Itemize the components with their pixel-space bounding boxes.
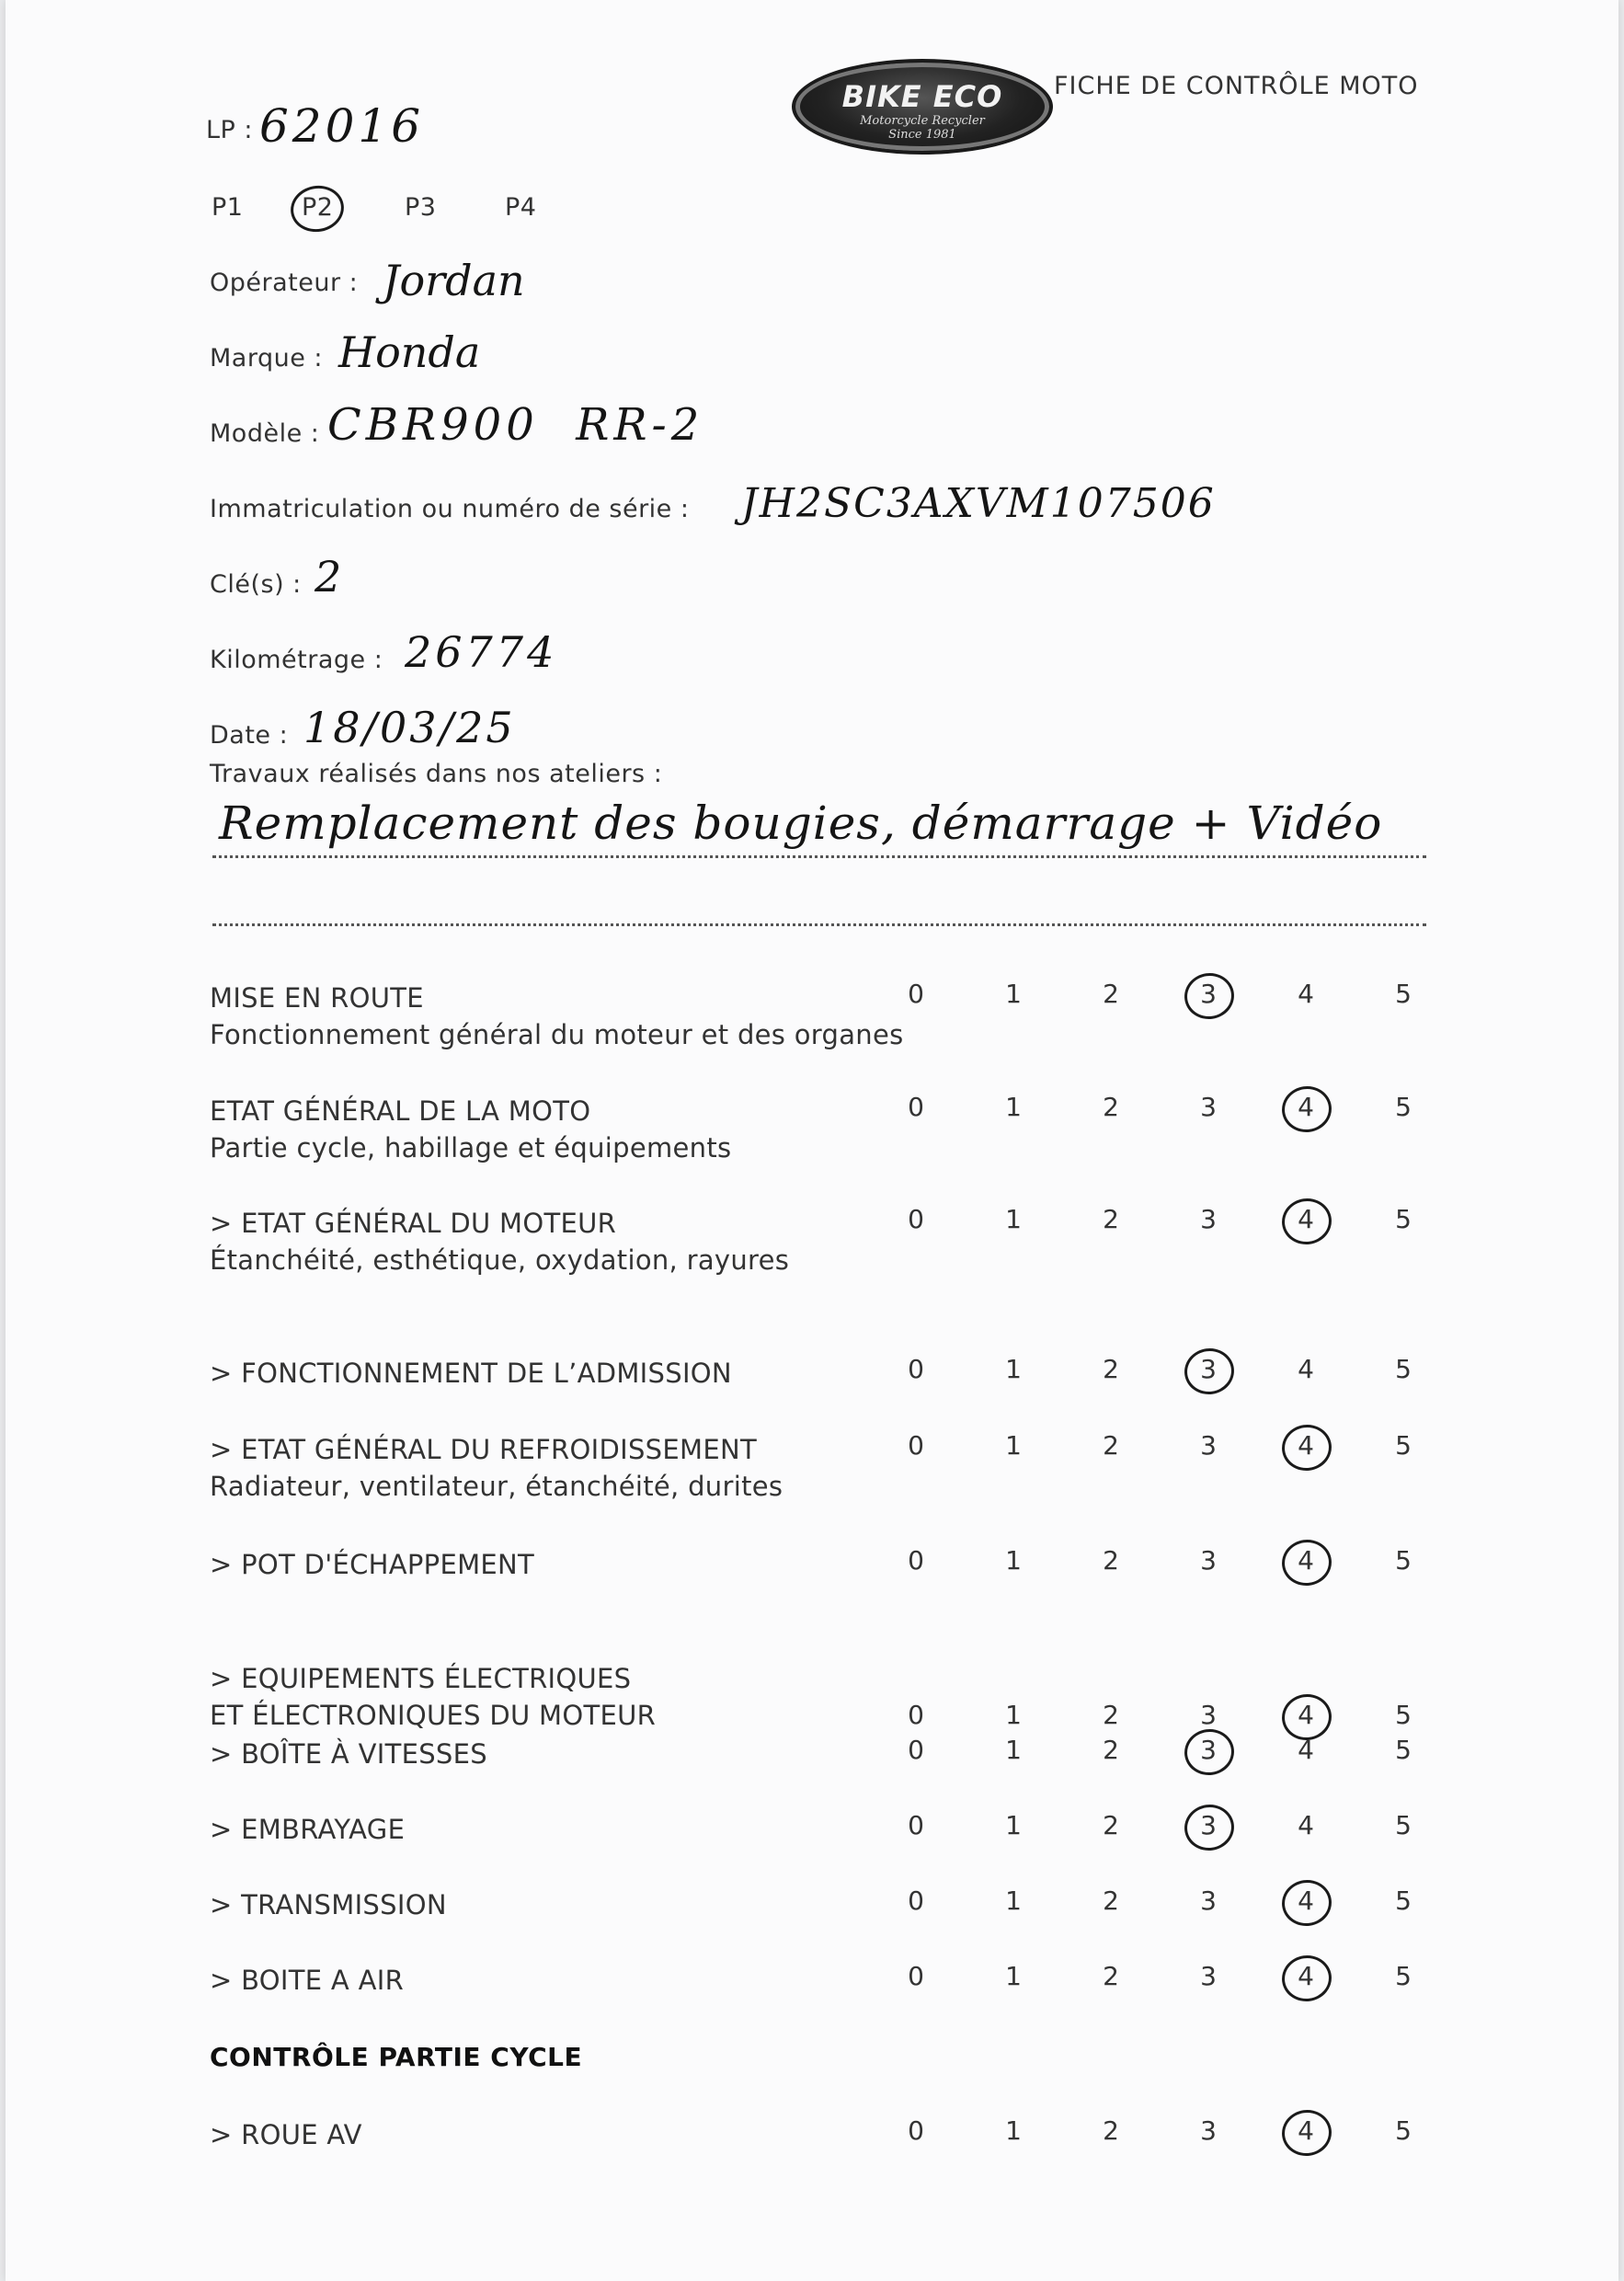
score-option-5[interactable]: 5 [1395,1092,1412,1122]
modele-label: Modèle : [210,419,320,448]
check-subtitle: Radiateur, ventilateur, étanchéité, durites [210,1471,783,1502]
score-option-0[interactable]: 0 [908,1961,924,1991]
score-option-4[interactable]: 4 [1298,1545,1314,1576]
score-option-1[interactable]: 1 [1005,1545,1022,1576]
cles-label: Clé(s) : [210,570,302,599]
score-option-3[interactable]: 3 [1200,1961,1217,1991]
date-value: 18/03/25 [303,703,516,752]
check-title: > ROUE AV [210,2119,362,2150]
km-value: 26774 [405,627,558,677]
marque-label: Marque : [210,344,324,373]
score-option-2[interactable]: 2 [1103,1545,1119,1576]
score-option-3[interactable]: 3 [1200,1204,1217,1234]
score-option-0[interactable]: 0 [908,1810,924,1840]
check-title: > POT D'ÉCHAPPEMENT [210,1549,535,1580]
position-selected-circle [287,181,348,235]
score-option-4[interactable]: 4 [1298,1092,1314,1122]
score-option-5[interactable]: 5 [1395,1700,1412,1730]
score-option-5[interactable]: 5 [1395,1545,1412,1576]
score-option-1[interactable]: 1 [1005,1886,1022,1916]
travaux-line-2 [212,923,1426,926]
check-title: > EQUIPEMENTS ÉLECTRIQUES [210,1663,632,1694]
score-option-3[interactable]: 3 [1200,979,1217,1009]
score-option-3[interactable]: 3 [1200,1545,1217,1576]
score-option-2[interactable]: 2 [1103,1430,1119,1461]
score-option-3[interactable]: 3 [1200,2115,1217,2146]
operateur-value: Jordan [383,256,525,305]
score-option-2[interactable]: 2 [1103,1700,1119,1730]
check-title: MISE EN ROUTE [210,982,424,1014]
score-option-5[interactable]: 5 [1395,1735,1412,1765]
travaux-line-1 [212,855,1426,858]
score-option-0[interactable]: 0 [908,2115,924,2146]
score-option-5[interactable]: 5 [1395,1204,1412,1234]
score-option-4[interactable]: 4 [1298,1430,1314,1461]
score-option-4[interactable]: 4 [1298,1354,1314,1384]
score-option-5[interactable]: 5 [1395,1810,1412,1840]
lp-label: LP : [206,116,254,144]
check-subtitle: Partie cycle, habillage et équipements [210,1132,732,1163]
section-partie-cycle: CONTRÔLE PARTIE CYCLE [210,2042,583,2072]
score-option-3[interactable]: 3 [1200,1886,1217,1916]
score-option-1[interactable]: 1 [1005,1810,1022,1840]
score-option-1[interactable]: 1 [1005,1700,1022,1730]
score-option-2[interactable]: 2 [1103,2115,1119,2146]
cles-value: 2 [315,552,342,602]
score-option-0[interactable]: 0 [908,1886,924,1916]
score-option-2[interactable]: 2 [1103,979,1119,1009]
score-option-2[interactable]: 2 [1103,1810,1119,1840]
position-p1[interactable]: P1 [212,193,244,222]
check-title: > BOITE A AIR [210,1965,405,1996]
page-title: FICHE DE CONTRÔLE MOTO [1054,72,1419,100]
km-label: Kilométrage : [210,646,383,674]
check-title: > ETAT GÉNÉRAL DU MOTEUR [210,1208,617,1239]
score-option-4[interactable]: 4 [1298,1700,1314,1730]
score-option-3[interactable]: 3 [1200,1700,1217,1730]
score-option-4[interactable]: 4 [1298,2115,1314,2146]
score-option-5[interactable]: 5 [1395,979,1412,1009]
check-title: > EMBRAYAGE [210,1814,406,1845]
check-subtitle: Étanchéité, esthétique, oxydation, rayures [210,1244,790,1276]
control-sheet [6,0,1618,2281]
score-option-2[interactable]: 2 [1103,1204,1119,1234]
check-title: > TRANSMISSION [210,1889,447,1920]
score-option-0[interactable]: 0 [908,1700,924,1730]
score-option-5[interactable]: 5 [1395,1961,1412,1991]
logo-tagline: Motorcycle Recycler [860,114,985,128]
travaux-value: Remplacement des bougies, démarrage + Vidéo [219,797,1383,850]
immat-value: JH2SC3AXVM107506 [741,480,1216,527]
lp-value: 62016 [259,99,425,153]
score-option-2[interactable]: 2 [1103,1961,1119,1991]
score-option-4[interactable]: 4 [1298,1810,1314,1840]
check-title: > BOÎTE À VITESSES [210,1738,487,1770]
operateur-label: Opérateur : [210,269,359,297]
score-option-4[interactable]: 4 [1298,1886,1314,1916]
position-p4[interactable]: P4 [505,193,537,222]
score-option-1[interactable]: 1 [1005,2115,1022,2146]
score-option-1[interactable]: 1 [1005,1204,1022,1234]
bike-eco-logo [792,59,1053,155]
date-label: Date : [210,721,289,750]
check-title: > ETAT GÉNÉRAL DU REFROIDISSEMENT [210,1434,757,1465]
score-option-0[interactable]: 0 [908,1545,924,1576]
score-option-0[interactable]: 0 [908,979,924,1009]
score-option-1[interactable]: 1 [1005,1735,1022,1765]
score-option-4[interactable]: 4 [1298,979,1314,1009]
score-option-0[interactable]: 0 [908,1354,924,1384]
score-option-2[interactable]: 2 [1103,1354,1119,1384]
score-option-5[interactable]: 5 [1395,1430,1412,1461]
marque-value: Honda [338,327,481,377]
score-option-0[interactable]: 0 [908,1735,924,1765]
score-option-5[interactable]: 5 [1395,2115,1412,2146]
logo-since: Since 1981 [888,128,956,142]
score-option-4[interactable]: 4 [1298,1204,1314,1234]
position-p2[interactable]: P2 [302,193,334,222]
score-option-1[interactable]: 1 [1005,1092,1022,1122]
score-option-4[interactable]: 4 [1298,1735,1314,1765]
score-option-5[interactable]: 5 [1395,1354,1412,1384]
score-option-2[interactable]: 2 [1103,1886,1119,1916]
score-option-3[interactable]: 3 [1200,1092,1217,1122]
check-title: > FONCTIONNEMENT DE L’ADMISSION [210,1358,732,1389]
score-option-0[interactable]: 0 [908,1204,924,1234]
score-option-1[interactable]: 1 [1005,1961,1022,1991]
position-p3[interactable]: P3 [405,193,437,222]
score-option-0[interactable]: 0 [908,1430,924,1461]
score-option-2[interactable]: 2 [1103,1735,1119,1765]
check-title: ETAT GÉNÉRAL DE LA MOTO [210,1095,591,1127]
score-option-5[interactable]: 5 [1395,1886,1412,1916]
score-option-1[interactable]: 1 [1005,979,1022,1009]
check-subtitle: Fonctionnement général du moteur et des organes [210,1019,904,1050]
score-option-1[interactable]: 1 [1005,1354,1022,1384]
score-option-3[interactable]: 3 [1200,1354,1217,1384]
score-option-3[interactable]: 3 [1200,1810,1217,1840]
score-option-4[interactable]: 4 [1298,1961,1314,1991]
check-subtitle: ET ÉLECTRONIQUES DU MOTEUR [210,1700,657,1731]
score-option-3[interactable]: 3 [1200,1430,1217,1461]
modele-value: CBR900 RR-2 [327,399,704,451]
travaux-label: Travaux réalisés dans nos ateliers : [210,760,663,788]
score-option-1[interactable]: 1 [1005,1430,1022,1461]
score-option-3[interactable]: 3 [1200,1735,1217,1765]
immat-label: Immatriculation ou numéro de série : [210,495,690,523]
score-option-2[interactable]: 2 [1103,1092,1119,1122]
score-option-0[interactable]: 0 [908,1092,924,1122]
logo-brand: BIKE ECO [841,79,1003,114]
